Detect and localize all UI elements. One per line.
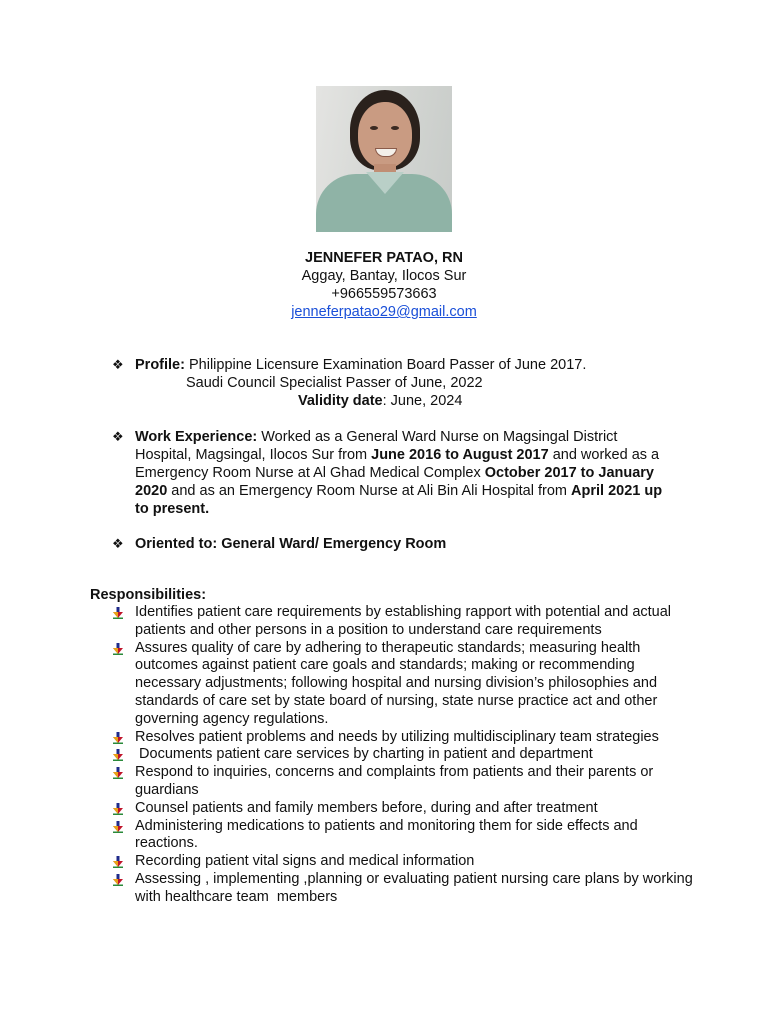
work-period-3: April 2021 up to present. (135, 483, 663, 517)
validity-label: Validity date (298, 393, 383, 409)
responsibility-text: Documents patient care services by charting in patient and department (135, 746, 593, 763)
down-arrow-bullet-icon (113, 749, 123, 761)
profile-section (135, 356, 680, 374)
applicant-name: JENNEFER PATAO, RN (305, 250, 463, 266)
work-text-1: Worked as a General Ward Nurse on Magsingal District Hospital, Magsingal, Ilocos Sur from (135, 429, 618, 463)
profile-line-2: Saudi Council Specialist Passer of June, 2022 (186, 375, 483, 391)
responsibility-text: Recording patient vital signs and medical information (135, 853, 475, 870)
work-period-1: June 2016 to August 2017 (371, 447, 549, 463)
responsibility-text: Respond to inquiries, concerns and complaints from patients and their parents or guardians (135, 764, 658, 798)
diamond-bullet-icon: ❖ (112, 536, 124, 551)
profile-line-1: Philippine Licensure Examination Board Passer of June 2017. (184, 357, 587, 373)
responsibility-item (135, 764, 695, 800)
responsibility-text: Assessing , implementing ,planning or evaluating patient nursing care plans by working with healthcare team members (135, 870, 697, 905)
responsibility-text: Counsel patients and family members before, during and after treatment (135, 799, 598, 816)
down-arrow-bullet-icon (113, 732, 123, 744)
validity-value: : June, 2024 (382, 393, 463, 409)
work-text-2: and worked as a Emergency Room Nurse at Al Ghad Medical Complex (135, 447, 660, 481)
responsibility-item (135, 871, 695, 907)
diamond-bullet-icon: ❖ (112, 429, 124, 444)
responsibility-item (135, 818, 695, 854)
responsibility-item (135, 640, 695, 729)
responsibilities-title: Responsibilities: (90, 587, 207, 603)
profile-label: Profile: (135, 357, 185, 373)
applicant-address: Aggay, Bantay, Ilocos Sur (301, 268, 467, 284)
down-arrow-bullet-icon (113, 607, 123, 619)
responsibilities-list (135, 604, 695, 907)
responsibility-item (135, 746, 695, 764)
validity-row (298, 392, 768, 410)
down-arrow-bullet-icon (113, 856, 123, 868)
down-arrow-bullet-icon (113, 767, 123, 779)
down-arrow-bullet-icon (113, 643, 123, 655)
email-link[interactable]: jenneferpatao29@gmail.com (291, 304, 477, 320)
work-label: Work Experience: (135, 429, 258, 445)
diamond-bullet-icon: ❖ (112, 357, 124, 372)
work-text-3: and as an Emergency Room Nurse at Ali Bin Ali Hospital from (167, 483, 572, 499)
responsibility-item (135, 853, 695, 871)
work-period-2: October 2017 to January 2020 (135, 465, 655, 499)
down-arrow-bullet-icon (113, 821, 123, 833)
responsibility-item (135, 729, 695, 747)
responsibility-item (135, 604, 695, 640)
work-experience-section (135, 428, 675, 518)
responsibility-text: Resolves patient problems and needs by utilizing multidisciplinary team strategies (135, 728, 659, 745)
email-row (0, 303, 768, 321)
profile-photo (316, 86, 452, 232)
applicant-phone: +966559573663 (331, 286, 437, 302)
responsibility-text: Identifies patient care requirements by establishing rapport with potential and actual patients and other persons in a position to understand care requirements (135, 604, 676, 638)
oriented-to: Oriented to: General Ward/ Emergency Room (135, 536, 447, 552)
down-arrow-bullet-icon (113, 874, 123, 886)
responsibility-item (135, 800, 695, 818)
responsibility-text: Assures quality of care by adhering to therapeutic standards; measuring health outcomes against patient care goals and standards; making or recommending necessary adjustments; following hospital and nursing division’s philosophies and standards of care set by state board of nursing, state nurse practice act and other governing agency regulations. (135, 639, 662, 727)
responsibility-text: Administering medications to patients and monitoring them for side effects and reactions. (135, 817, 642, 852)
down-arrow-bullet-icon (113, 803, 123, 815)
